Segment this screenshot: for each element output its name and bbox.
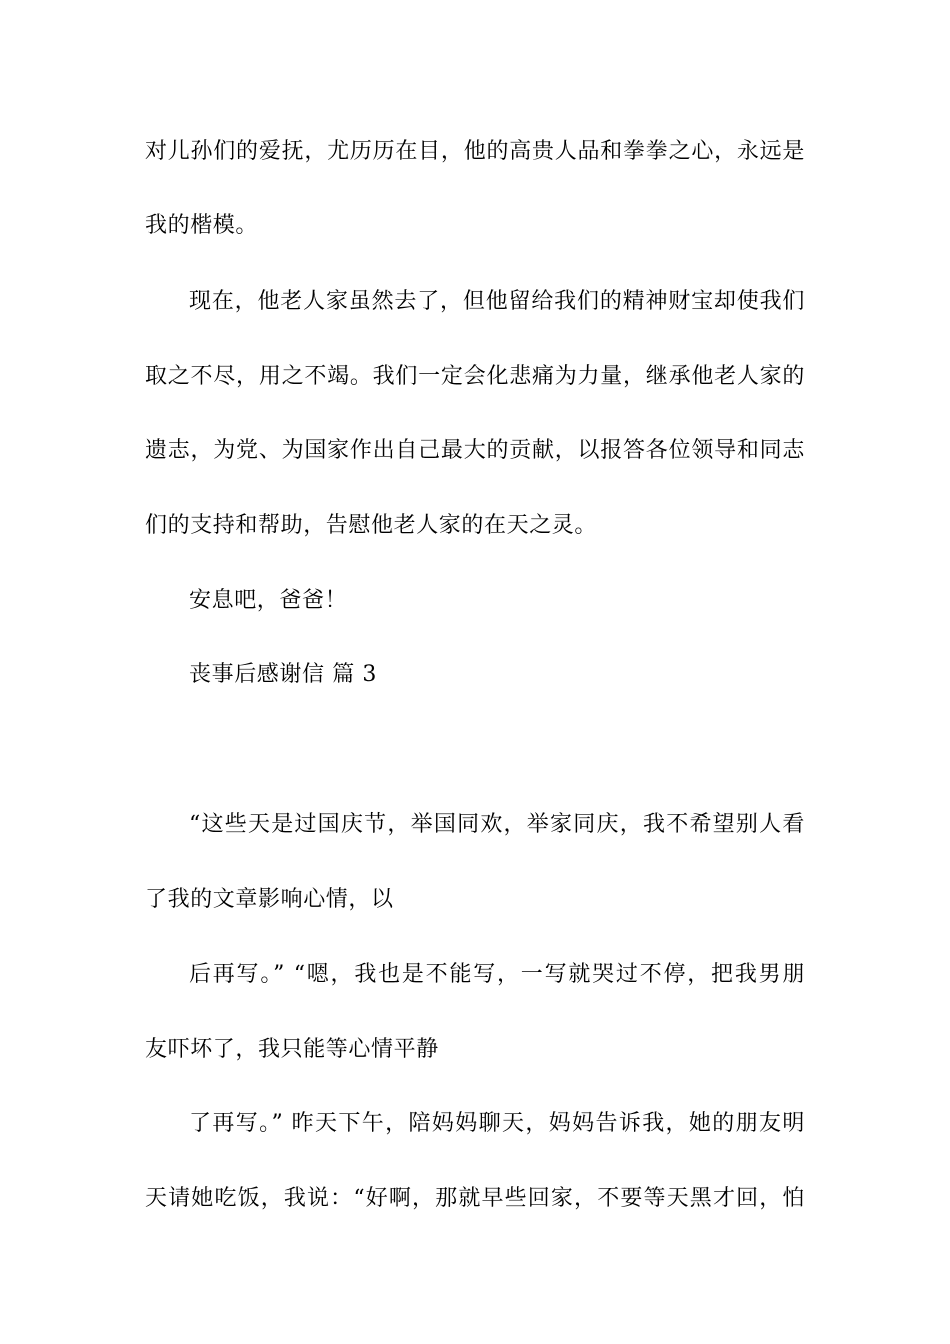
text-line-7: 安息吧，爸爸！ (189, 588, 348, 613)
text-line-1: 对儿孙们的爱抚，尤历历在目，他的高贵人品和拳拳之心，永远是 (145, 139, 805, 164)
text-line-2: 我的楷模。 (145, 213, 259, 238)
text-line-9: “这些天是过国庆节，举国同欢，举家同庆，我不希望别人看 (189, 812, 805, 837)
text-line-6: 们的支持和帮助，告慰他老人家的在天之灵。 (145, 513, 598, 538)
text-line-14: 天请她吃饭，我说：“好啊，那就早些回家，不要等天黑才回，怕 (145, 1186, 805, 1211)
text-line-11: 后再写。” “嗯，我也是不能写，一写就哭过不停，把我男朋 (189, 962, 805, 987)
text-line-12: 友吓坏了，我只能等心情平静 (145, 1037, 439, 1062)
text-line-4: 取之不尽，用之不竭。我们一定会化悲痛为力量，继承他老人家的 (145, 364, 805, 389)
text-line-3: 现在，他老人家虽然去了，但他留给我们的精神财宝却使我们 (189, 289, 805, 314)
text-line-10: 了我的文章影响心情，以 (145, 887, 394, 912)
section-heading: 丧事后感谢信 篇 3 (189, 662, 377, 687)
text-line-13: 了再写。” 昨天下午，陪妈妈聊天，妈妈告诉我，她的朋友明 (189, 1111, 805, 1136)
text-line-5: 遗志，为党、为国家作出自己最大的贡献，以报答各位领导和同志 (145, 438, 805, 463)
